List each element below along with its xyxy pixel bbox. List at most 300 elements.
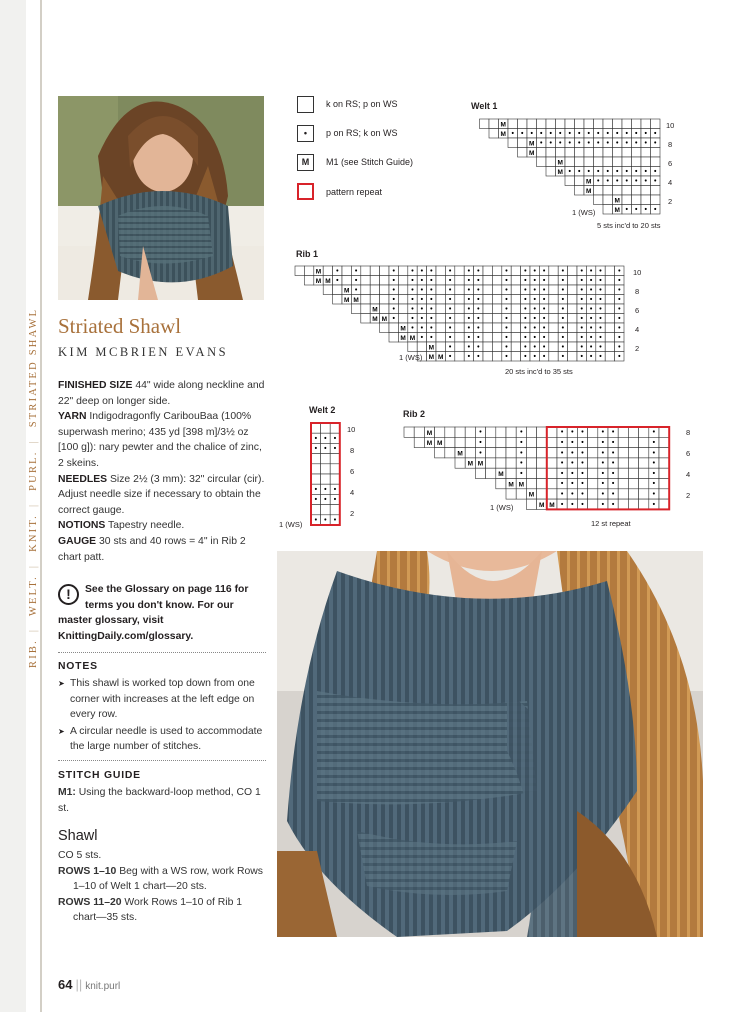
glossary-callout <box>58 582 266 644</box>
chart-purl-symbol: • <box>542 296 546 304</box>
chart-purl-symbol: • <box>549 130 552 138</box>
rib2-row-number: 2 <box>686 491 691 500</box>
chart-purl-symbol: • <box>560 470 564 478</box>
chart-purl-symbol: • <box>571 429 574 437</box>
chart-cell <box>506 468 516 478</box>
chart-cell <box>380 304 389 314</box>
chart-purl-symbol: • <box>581 490 584 498</box>
designer-name: KIM MCBRIEN EVANS <box>58 345 229 359</box>
chart-purl-symbol: • <box>333 435 337 443</box>
chart-cell <box>639 479 649 489</box>
chart-cell <box>506 489 516 499</box>
chart-purl-symbol: • <box>618 334 621 342</box>
welt2-row-number: 8 <box>350 446 355 455</box>
welt2-row-number: 4 <box>350 488 355 497</box>
chart-cell <box>575 148 585 158</box>
chart-purl-symbol: • <box>477 334 480 342</box>
chart-cell <box>659 479 669 489</box>
chart-purl-symbol: • <box>625 206 628 214</box>
chart-cell <box>605 295 614 305</box>
chart-cell <box>455 342 464 352</box>
chart-cell <box>486 468 496 478</box>
chart-cell <box>659 458 669 468</box>
chart-purl-symbol: • <box>635 206 638 214</box>
chart-cell <box>496 448 506 458</box>
chart-purl-symbol: • <box>448 305 452 313</box>
chart-cell <box>605 352 614 362</box>
chart-purl-symbol: • <box>520 449 523 457</box>
chart-purl-symbol: • <box>599 343 602 351</box>
chart-cell <box>632 119 642 129</box>
spec-gauge: GAUGE 30 sts and 40 rows = 4" in Rib 2 chart patt. <box>58 535 246 563</box>
chart-cell <box>588 499 598 509</box>
chart-cell <box>568 304 577 314</box>
rib1-row-number: 2 <box>635 344 640 353</box>
chart-purl-symbol: • <box>448 334 452 342</box>
chart-cell <box>639 499 649 509</box>
chart-purl-symbol: • <box>542 334 546 342</box>
chart-purl-symbol: • <box>611 439 615 447</box>
chart-purl-symbol: • <box>652 470 656 478</box>
chart-purl-symbol: • <box>333 496 337 504</box>
shawl-rows-1-10: ROWS 1–10 Beg with a WS row, work Rows 1–10 of Welt 1 chart—20 sts. <box>58 865 263 893</box>
chart-cell <box>445 448 455 458</box>
chart-purl-symbol: • <box>314 516 318 524</box>
chart-purl-symbol: • <box>580 296 583 304</box>
chart-purl-symbol: • <box>467 334 471 342</box>
chart-purl-symbol: • <box>625 177 628 185</box>
chart-purl-symbol: • <box>618 353 621 361</box>
chart-purl-symbol: • <box>411 277 414 285</box>
chart-purl-symbol: • <box>601 429 605 437</box>
shawl-rows-11-20: ROWS 11–20 Work Rows 1–10 of Rib 1 chart—35 sts. <box>58 896 243 924</box>
chart-cell <box>486 427 496 437</box>
chart-cell <box>575 186 585 196</box>
chart-purl-symbol: • <box>618 343 621 351</box>
chart-m1-symbol: M <box>500 130 506 138</box>
chart-cell <box>639 489 649 499</box>
welt1-row-number: 4 <box>668 178 673 187</box>
chart-purl-symbol: • <box>580 353 583 361</box>
chart-cell <box>483 266 492 276</box>
chart-purl-symbol: • <box>561 353 565 361</box>
chart-cell <box>333 285 342 295</box>
notes-heading: NOTES <box>58 661 98 672</box>
welt1-note: 5 sts inc'd to 20 sts <box>597 221 661 230</box>
chart-cell <box>632 157 642 167</box>
chart-purl-symbol: • <box>420 305 424 313</box>
chart-cell <box>436 333 445 343</box>
rib1-row-number: 8 <box>635 287 640 296</box>
chart-purl-symbol: • <box>448 296 452 304</box>
chart-purl-symbol: • <box>467 353 471 361</box>
chart-cell <box>330 464 340 474</box>
chart-cell <box>618 468 628 478</box>
chart-purl-symbol: • <box>601 490 605 498</box>
running-head-knit: KNIT. <box>28 514 39 552</box>
chart-purl-symbol: • <box>635 177 638 185</box>
chart-cell <box>549 276 558 286</box>
chart-cell <box>537 489 547 499</box>
chart-cell <box>659 427 669 437</box>
chart-cell <box>594 157 604 167</box>
chart-purl-symbol: • <box>589 296 593 304</box>
chart-purl-symbol: • <box>616 130 619 138</box>
chart-purl-symbol: • <box>467 296 471 304</box>
chart-cell <box>628 458 638 468</box>
chart-purl-symbol: • <box>597 130 600 138</box>
chart-purl-symbol: • <box>430 324 433 332</box>
chart-cell <box>465 448 475 458</box>
rib2-row-number: 4 <box>686 470 691 479</box>
chart-purl-symbol: • <box>477 353 480 361</box>
chart-cell <box>568 333 577 343</box>
rib2-row-number: 6 <box>686 449 691 458</box>
chart-purl-symbol: • <box>533 277 536 285</box>
rib2-row-number: 8 <box>686 428 691 437</box>
chart-m1-symbol: M <box>549 501 555 509</box>
chart-m1-symbol: M <box>614 206 620 214</box>
chart-cell <box>370 285 379 295</box>
chart-cell <box>435 427 445 437</box>
chart-cell <box>549 323 558 333</box>
chart-cell <box>549 342 558 352</box>
chart-cell <box>370 266 379 276</box>
chart-purl-symbol: • <box>618 296 621 304</box>
glossary-text: See the Glossary on page 116 for terms you don't know. For our master glossary, visit KnittingDaily.com/glossary. <box>58 584 249 642</box>
arrow-bullet-icon: ➤ <box>58 726 65 736</box>
chart-purl-symbol: • <box>520 429 523 437</box>
chart-purl-symbol: • <box>618 286 621 294</box>
chart-cell <box>483 276 492 286</box>
chart-cell <box>618 437 628 447</box>
chart-purl-symbol: • <box>477 315 480 323</box>
rib2-title: Rib 2 <box>403 409 426 419</box>
chart-cell <box>436 285 445 295</box>
chart-cell <box>361 266 370 276</box>
welt1-chart-grid <box>470 119 660 217</box>
chart-purl-symbol: • <box>560 449 564 457</box>
chart-cell <box>549 295 558 305</box>
chart-purl-symbol: • <box>420 296 424 304</box>
chart-purl-symbol: • <box>589 286 593 294</box>
chart-m1-symbol: M <box>518 481 525 489</box>
chart-purl-symbol: • <box>521 130 524 138</box>
chart-cell <box>361 276 370 286</box>
chart-purl-symbol: • <box>581 429 584 437</box>
chart-cell <box>511 333 520 343</box>
shawl-instructions <box>58 848 268 926</box>
chart-cell <box>594 186 604 196</box>
chart-purl-symbol: • <box>599 315 602 323</box>
chart-purl-symbol: • <box>467 305 471 313</box>
chart-purl-symbol: • <box>616 168 619 176</box>
chart-cell <box>568 276 577 286</box>
chart-purl-symbol: • <box>618 305 621 313</box>
rib1-row-number: 6 <box>635 306 640 315</box>
chart-purl-symbol: • <box>654 130 657 138</box>
chart-cell <box>613 148 623 158</box>
chart-cell <box>605 314 614 324</box>
chart-cell <box>526 468 536 478</box>
chart-cell <box>632 186 642 196</box>
chart-purl-symbol: • <box>568 168 571 176</box>
chart-cell <box>483 333 492 343</box>
chart-purl-symbol: • <box>589 315 593 323</box>
legend-knit-symbol <box>297 96 314 113</box>
chart-purl-symbol: • <box>479 439 482 447</box>
welt2-row-number: 2 <box>350 509 355 518</box>
chart-purl-symbol: • <box>578 168 581 176</box>
chart-cell <box>641 157 651 167</box>
chart-cell <box>546 157 556 167</box>
chart-cell <box>547 489 557 499</box>
legend-purl-label: p on RS; k on WS <box>326 128 398 138</box>
rib1-chart-grid <box>295 266 627 364</box>
chart-cell <box>537 148 547 158</box>
chart-purl-symbol: • <box>467 315 471 323</box>
welt2-chart-grid <box>310 422 342 529</box>
chart-m1-symbol: M <box>557 168 563 176</box>
pattern-title: Striated Shawl <box>58 314 182 338</box>
chart-cell <box>506 458 516 468</box>
chart-purl-symbol: • <box>533 267 536 275</box>
chart-purl-symbol: • <box>533 324 536 332</box>
welt1-ws-label: 1 (WS) <box>572 208 596 217</box>
chart-purl-symbol: • <box>524 305 527 313</box>
chart-purl-symbol: • <box>571 470 574 478</box>
chart-purl-symbol: • <box>314 486 318 494</box>
chart-cell <box>547 448 557 458</box>
chart-purl-symbol: • <box>618 277 621 285</box>
chart-m1-symbol: M <box>467 460 474 468</box>
chart-cell <box>565 148 575 158</box>
running-head-rib: RIB. <box>28 639 39 668</box>
chart-cell <box>321 423 331 433</box>
welt1-row-number: 6 <box>668 159 673 168</box>
chart-purl-symbol: • <box>580 315 583 323</box>
welt2-row-number: 10 <box>347 425 356 434</box>
margin-rule <box>40 0 42 1012</box>
chart-cell <box>361 285 370 295</box>
chart-cell <box>483 295 492 305</box>
chart-cell <box>547 427 557 437</box>
chart-cell <box>508 119 518 129</box>
chart-purl-symbol: • <box>477 324 480 332</box>
welt1-title: Welt 1 <box>471 101 498 111</box>
chart-purl-symbol: • <box>430 277 433 285</box>
chart-cell <box>486 458 496 468</box>
chart-purl-symbol: • <box>580 286 583 294</box>
chart-cell <box>380 323 389 333</box>
chart-purl-symbol: • <box>606 130 609 138</box>
chart-purl-symbol: • <box>420 286 424 294</box>
chart-cell <box>546 119 556 129</box>
chart-cell <box>527 119 537 129</box>
chart-cell <box>436 323 445 333</box>
chart-cell <box>330 505 340 515</box>
chart-purl-symbol: • <box>618 315 621 323</box>
chart-purl-symbol: • <box>571 501 574 509</box>
chart-purl-symbol: • <box>324 435 327 443</box>
chart-cell <box>603 205 613 215</box>
chart-purl-symbol: • <box>314 445 318 453</box>
chart-purl-symbol: • <box>430 305 433 313</box>
chart-m1-symbol: M <box>381 315 388 323</box>
chart-cell <box>361 314 370 324</box>
chart-cell <box>622 157 632 167</box>
chart-purl-symbol: • <box>520 439 523 447</box>
chart-purl-symbol: • <box>524 267 527 275</box>
chart-m1-symbol: M <box>529 140 535 148</box>
chart-cell <box>588 468 598 478</box>
chart-cell <box>511 323 520 333</box>
chart-cell <box>492 352 501 362</box>
running-head-title: STRIATED SHAWL <box>28 307 39 428</box>
chart-purl-symbol: • <box>448 343 452 351</box>
chart-purl-symbol: • <box>520 470 523 478</box>
chart-purl-symbol: • <box>580 324 583 332</box>
chart-purl-symbol: • <box>333 516 337 524</box>
chart-cell <box>323 266 332 276</box>
chart-purl-symbol: • <box>354 286 358 294</box>
chart-cell <box>492 314 501 324</box>
chart-purl-symbol: • <box>599 305 602 313</box>
chart-purl-symbol: • <box>601 501 605 509</box>
welt2-ws-label: 1 (WS) <box>279 520 303 529</box>
welt1-row-number: 8 <box>668 140 673 149</box>
chart-cell <box>565 176 575 186</box>
chart-cell <box>641 186 651 196</box>
chart-cell <box>408 342 417 352</box>
chart-purl-symbol: • <box>589 353 593 361</box>
chart-cell <box>628 499 638 509</box>
chart-purl-symbol: • <box>625 139 628 147</box>
chart-purl-symbol: • <box>561 296 565 304</box>
chart-purl-symbol: • <box>505 343 508 351</box>
chart-cell <box>659 468 669 478</box>
running-head-purl: PURL. <box>28 450 39 491</box>
chart-cell <box>526 458 536 468</box>
chart-cell <box>575 176 585 186</box>
chart-cell <box>584 157 594 167</box>
chart-purl-symbol: • <box>611 470 615 478</box>
chart-purl-symbol: • <box>625 168 628 176</box>
chart-purl-symbol: • <box>635 130 638 138</box>
stitch-guide-heading: STITCH GUIDE <box>58 770 141 781</box>
chart-purl-symbol: • <box>606 139 609 147</box>
chart-m1-symbol: M <box>508 481 514 489</box>
chart-cell <box>547 437 557 447</box>
chart-cell <box>475 468 485 478</box>
chart-cell <box>549 304 558 314</box>
chart-purl-symbol: • <box>581 439 584 447</box>
chart-purl-symbol: • <box>635 139 638 147</box>
chart-m1-symbol: M <box>437 353 444 361</box>
chart-purl-symbol: • <box>561 305 565 313</box>
chart-purl-symbol: • <box>540 130 543 138</box>
chart-cell <box>537 157 547 167</box>
chart-cell <box>526 499 536 509</box>
chart-purl-symbol: • <box>533 343 536 351</box>
chart-cell <box>436 304 445 314</box>
chart-m1-symbol: M <box>409 334 416 342</box>
chart-purl-symbol: • <box>420 334 424 342</box>
shawl-photo-main-illustration <box>277 551 703 937</box>
chart-purl-symbol: • <box>411 315 414 323</box>
chart-purl-symbol: • <box>533 286 536 294</box>
chart-purl-symbol: • <box>561 277 565 285</box>
chart-cell <box>489 129 499 139</box>
chart-purl-symbol: • <box>616 139 619 147</box>
chart-purl-symbol: • <box>467 324 471 332</box>
arrow-bullet-icon: ➤ <box>58 679 65 688</box>
chart-cell <box>549 314 558 324</box>
chart-cell <box>605 276 614 286</box>
chart-cell <box>613 119 623 129</box>
chart-cell <box>380 276 389 286</box>
rib2-chart-grid <box>403 426 679 512</box>
chart-cell <box>639 468 649 478</box>
chart-cell <box>311 454 321 464</box>
chart-cell <box>639 448 649 458</box>
chart-purl-symbol: • <box>448 277 452 285</box>
chart-purl-symbol: • <box>505 277 508 285</box>
chart-cell <box>628 427 638 437</box>
chart-cell <box>380 295 389 305</box>
page-folio: 64 || knit.purl <box>58 977 121 992</box>
chart-cell <box>547 479 557 489</box>
chart-purl-symbol: • <box>314 435 318 443</box>
chart-cell <box>537 437 547 447</box>
chart-cell <box>622 186 632 196</box>
chart-purl-symbol: • <box>533 296 536 304</box>
chart-purl-symbol: • <box>420 277 424 285</box>
chart-cell <box>632 195 642 205</box>
chart-purl-symbol: • <box>542 277 546 285</box>
chart-cell <box>465 437 475 447</box>
chart-cell <box>549 333 558 343</box>
chart-purl-symbol: • <box>654 139 657 147</box>
chart-purl-symbol: • <box>505 305 508 313</box>
chart-purl-symbol: • <box>589 277 593 285</box>
chart-purl-symbol: • <box>505 334 508 342</box>
chart-purl-symbol: • <box>411 286 414 294</box>
chart-cell <box>546 167 556 177</box>
chart-m1-symbol: M <box>529 149 535 157</box>
chart-purl-symbol: • <box>324 445 327 453</box>
chart-purl-symbol: • <box>477 267 480 275</box>
chart-cell <box>526 437 536 447</box>
chart-cell <box>588 427 598 437</box>
chart-cell <box>492 333 501 343</box>
chart-purl-symbol: • <box>652 490 656 498</box>
chart-purl-symbol: • <box>625 130 628 138</box>
chart-purl-symbol: • <box>580 277 583 285</box>
chart-cell <box>584 148 594 158</box>
chart-purl-symbol: • <box>601 449 605 457</box>
chart-cell <box>455 427 465 437</box>
chart-purl-symbol: • <box>601 439 605 447</box>
chart-cell <box>603 119 613 129</box>
chart-cell <box>526 479 536 489</box>
chart-purl-symbol: • <box>430 315 433 323</box>
chart-purl-symbol: • <box>599 286 602 294</box>
chart-purl-symbol: • <box>568 139 571 147</box>
chart-cell <box>342 266 351 276</box>
running-head-welt: WELT. <box>28 575 39 617</box>
chart-purl-symbol: • <box>652 480 656 488</box>
